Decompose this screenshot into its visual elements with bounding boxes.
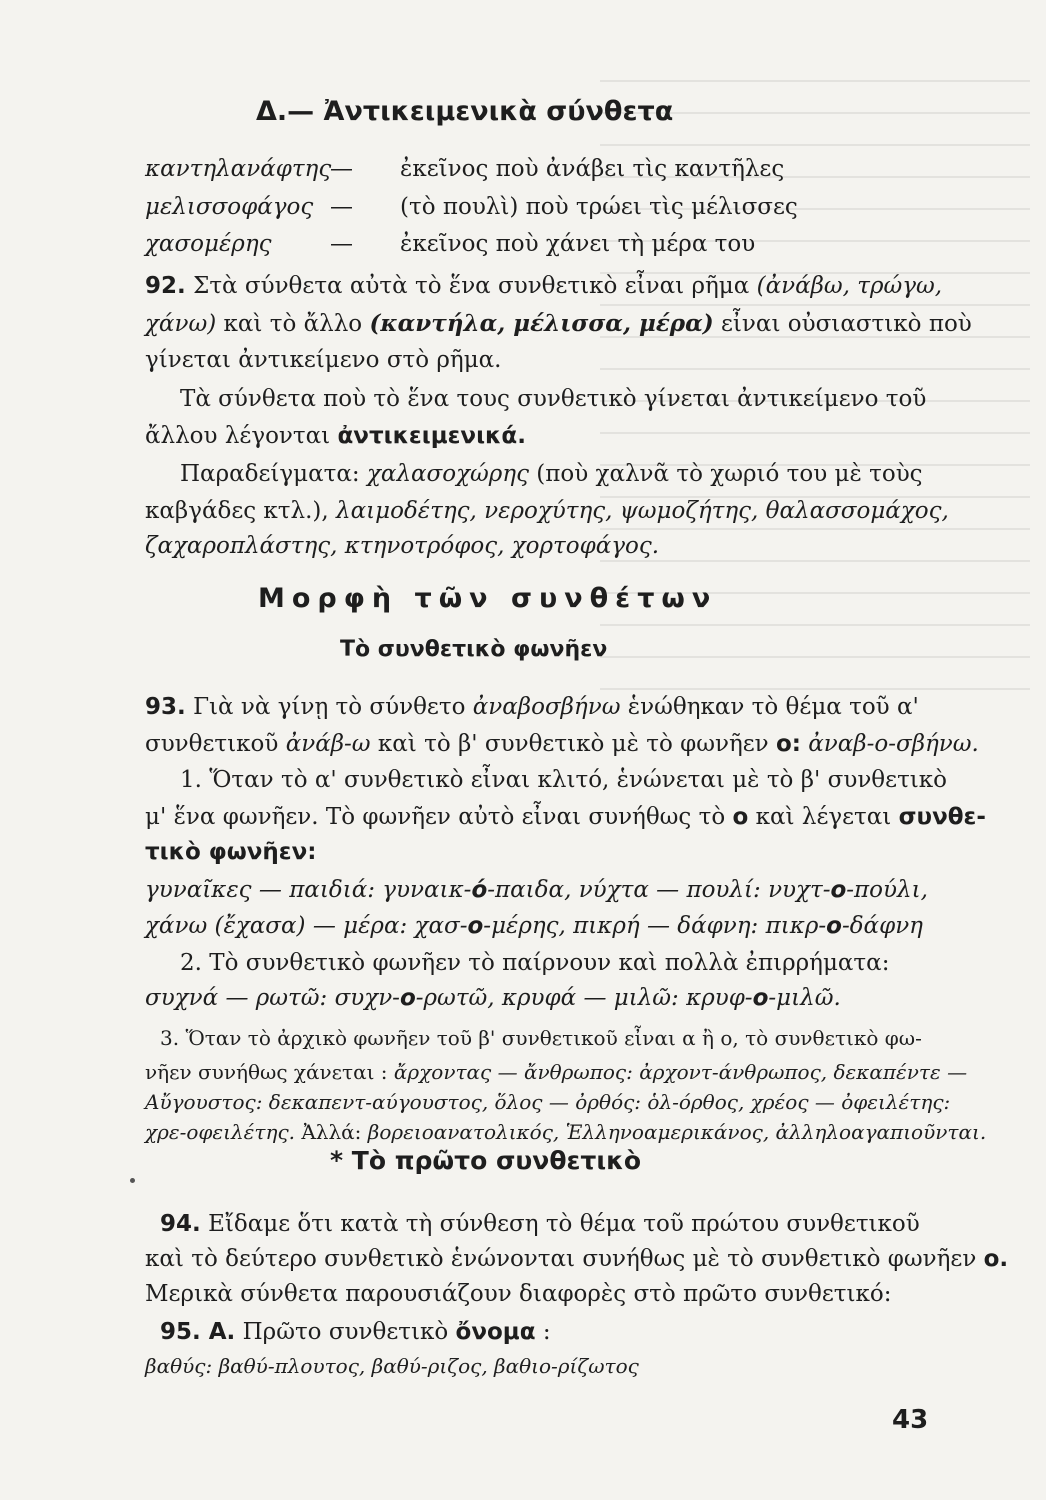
text: Ἀλλά:	[301, 1120, 362, 1144]
paragraph-93-line: Αὔγουστος: δεκαπεντ-αύγουστος, ὅλος — ὀρθός: ὁλ-όρθος, χρέος — ὀφειλέτης:	[145, 1090, 951, 1114]
paragraph-93-line: τικὸ φωνῆεν:	[145, 839, 317, 865]
table-meaning: (τὸ πουλὶ) ποὺ τρώει τὶς μέλισσες	[400, 194, 798, 220]
text: συνθετικοῦ	[145, 731, 279, 757]
text: καὶ τὸ ἄλλο	[223, 311, 363, 337]
text-italic: συχνά — ρωτῶ: συχν-	[145, 985, 400, 1011]
paragraph-93-line	[145, 1058, 1046, 1086]
text-italic: ἀνάβ-ω	[285, 731, 371, 757]
text: Εἴδαμε ὅτι κατὰ τὴ σύνθεση τὸ θέμα τοῦ πρώτου συνθετικοῦ	[208, 1211, 920, 1237]
text: καὶ λέγεται	[755, 804, 892, 830]
paragraph-92-line: γίνεται ἀντικείμενο στὸ ρῆμα.	[145, 347, 502, 373]
paragraph-92-line	[145, 497, 1046, 525]
text-italic: βορειοανατολικός, Ἑλληνοαμερικάνος, ἀλληλοαγαπιοῦνται.	[367, 1120, 987, 1144]
text-italic: -ρωτῶ, κρυφά — μιλῶ: κρυφ-	[415, 985, 753, 1011]
chapter-title: Μορφὴ τῶν συνθέτων	[258, 583, 718, 614]
text-italic: χρε-οφειλέτης.	[145, 1120, 295, 1144]
term-bold: ο	[467, 913, 484, 939]
text-italic: χάνω (ἔχασα) — μέρα: χασ-	[145, 913, 468, 939]
term-bold: ὄνομα	[455, 1319, 536, 1345]
table-word: χασομέρης	[145, 231, 272, 257]
paragraph-92-line	[145, 272, 1025, 300]
table-meaning: ἐκεῖνος ποὺ ἀνάβει τὶς καντῆλες	[400, 156, 785, 182]
text-italic: (καντήλα, μέλισσα, μέρα)	[369, 310, 714, 337]
text-italic: ἀναβ-ο-σβήνω.	[808, 731, 979, 757]
paragraph-number: 93.	[145, 694, 186, 720]
term-bold: συνθε-	[898, 804, 986, 830]
section-title: Δ.— Ἀντικειμενικὰ σύνθετα	[256, 96, 674, 127]
text: εἶναι οὐσιαστικὸ ποὺ	[721, 311, 972, 337]
text-italic: λαιμοδέτης, νεροχύτης, ψωμοζήτης, θαλασσομάχος,	[336, 498, 949, 524]
text: Στὰ σύνθετα αὐτὰ τὸ ἕνα συνθετικὸ εἶναι ρῆμα	[193, 273, 750, 299]
paragraph-93-line: 2. Τὸ συνθετικὸ φωνῆεν τὸ παίρνουν καὶ πολλὰ ἐπιρρήματα:	[180, 950, 890, 976]
text-italic: γυναῖκες — παιδιά: γυναικ-	[145, 877, 472, 903]
text: Παραδείγματα:	[180, 461, 360, 487]
text-italic: (ἀνάβω, τρώγω,	[756, 273, 943, 299]
subsection-title: * Τὸ πρῶτο συνθετικὸ	[330, 1146, 642, 1175]
paragraph-93-line	[145, 693, 1046, 721]
text-italic: ἄρχοντας — ἄνθρωπος: ἀρχοντ-άνθρωπος, δεκαπέντε —	[393, 1060, 968, 1084]
paragraph-95-example: βαθύς: βαθύ-πλουτος, βαθύ-ριζος, βαθιο-ρίζωτος	[145, 1354, 639, 1378]
term-bold: ο	[830, 877, 847, 903]
text-italic: -μέρης, πικρή — δάφνη: πικρ-	[483, 913, 827, 939]
paragraph-93-example	[145, 984, 1046, 1012]
table-dash: —	[330, 194, 353, 220]
page-number: 43	[892, 1405, 929, 1435]
paragraph-number: 94.	[160, 1211, 201, 1237]
paragraph-92-line: Τὰ σύνθετα ποὺ τὸ ἕνα τους συνθετικὸ γίνεται ἀντικείμενο τοῦ	[180, 386, 927, 412]
bullet-mark	[130, 1178, 135, 1183]
paragraph-94-line	[160, 1210, 1046, 1238]
text: μ' ἕνα φωνῆεν. Τὸ φωνῆεν αὐτὸ εἶναι συνήθως τὸ	[145, 804, 726, 830]
term-bold: ο	[752, 985, 769, 1011]
text-italic: χαλασοχώρης	[366, 461, 529, 487]
text: (ποὺ χαλνᾶ τὸ χωριό του μὲ τοὺς	[536, 461, 923, 487]
table-word: καντηλανάφτης	[145, 156, 332, 182]
text: ἑνώθηκαν τὸ θέμα τοῦ α'	[627, 694, 919, 720]
table-dash: —	[330, 156, 353, 182]
paragraph-93-example	[145, 912, 1046, 940]
paragraph-92-line	[145, 310, 1025, 338]
paragraph-93-line: 3. Ὅταν τὸ ἀρχικὸ φωνῆεν τοῦ β' συνθετικοῦ εἶναι α ἢ ο, τὸ συνθετικὸ φω-	[160, 1026, 922, 1050]
text-italic: χάνω)	[145, 311, 217, 337]
text: ἄλλου λέγονται	[145, 423, 331, 449]
table-word: μελισσοφάγος	[145, 194, 314, 220]
table-dash: —	[330, 231, 353, 257]
text: Γιὰ νὰ γίνῃ τὸ σύνθετο	[193, 694, 466, 720]
text: καὶ τὸ δεύτερο συνθετικὸ ἑνώνονται συνήθως μὲ τὸ συνθετικὸ φωνῆεν	[145, 1246, 977, 1272]
table-meaning: ἐκεῖνος ποὺ χάνει τὴ μέρα του	[400, 231, 756, 257]
paragraph-93-line: 1. Ὅταν τὸ α' συνθετικὸ εἶναι κλιτό, ἑνώνεται μὲ τὸ β' συνθετικὸ	[180, 767, 948, 793]
text-italic: -μιλῶ.	[768, 985, 841, 1011]
subsection-title: Τὸ συνθετικὸ φωνῆεν	[340, 637, 608, 662]
term-bold: ο:	[775, 731, 801, 757]
text: νῆεν συνήθως χάνεται :	[145, 1060, 388, 1084]
text: καβγάδες κτλ.),	[145, 498, 329, 524]
text: :	[542, 1319, 551, 1345]
paragraph-93-example	[145, 876, 1046, 904]
paragraph-number: 92.	[145, 273, 186, 299]
text: καὶ τὸ β' συνθετικὸ μὲ τὸ φωνῆεν	[377, 731, 769, 757]
paragraph-95-line	[160, 1318, 1046, 1346]
paragraph-number: 95. Α.	[160, 1319, 236, 1345]
text-italic: -πούλι,	[846, 877, 928, 903]
term-bold: ο	[826, 913, 842, 939]
paragraph-93-line	[145, 1118, 1046, 1146]
paragraph-92-line	[180, 460, 1046, 488]
term-bold: ἀντικειμενικά.	[337, 423, 526, 449]
paragraph-92-line	[145, 422, 1046, 450]
paragraph-92-line: ζαχαροπλάστης, κτηνοτρόφος, χορτοφάγος.	[145, 533, 660, 559]
paragraph-94-line: Μερικὰ σύνθετα παρουσιάζουν διαφορὲς στὸ πρῶτο συνθετικό:	[145, 1281, 892, 1307]
term-bold: ο	[399, 985, 416, 1011]
paragraph-94-line	[145, 1245, 1046, 1273]
term-bold: ό	[471, 877, 488, 903]
text-italic: -δάφνη	[841, 913, 923, 939]
paragraph-93-line	[145, 730, 1046, 758]
term-bold: ο.	[983, 1246, 1009, 1272]
text-italic: -παιδα, νύχτα — πουλί: νυχτ-	[487, 877, 831, 903]
paragraph-93-line	[145, 803, 1046, 831]
text-italic: ἀναβοσβήνω	[472, 694, 621, 720]
term-bold: ο	[732, 804, 749, 830]
text: Πρῶτο συνθετικὸ	[242, 1319, 449, 1345]
